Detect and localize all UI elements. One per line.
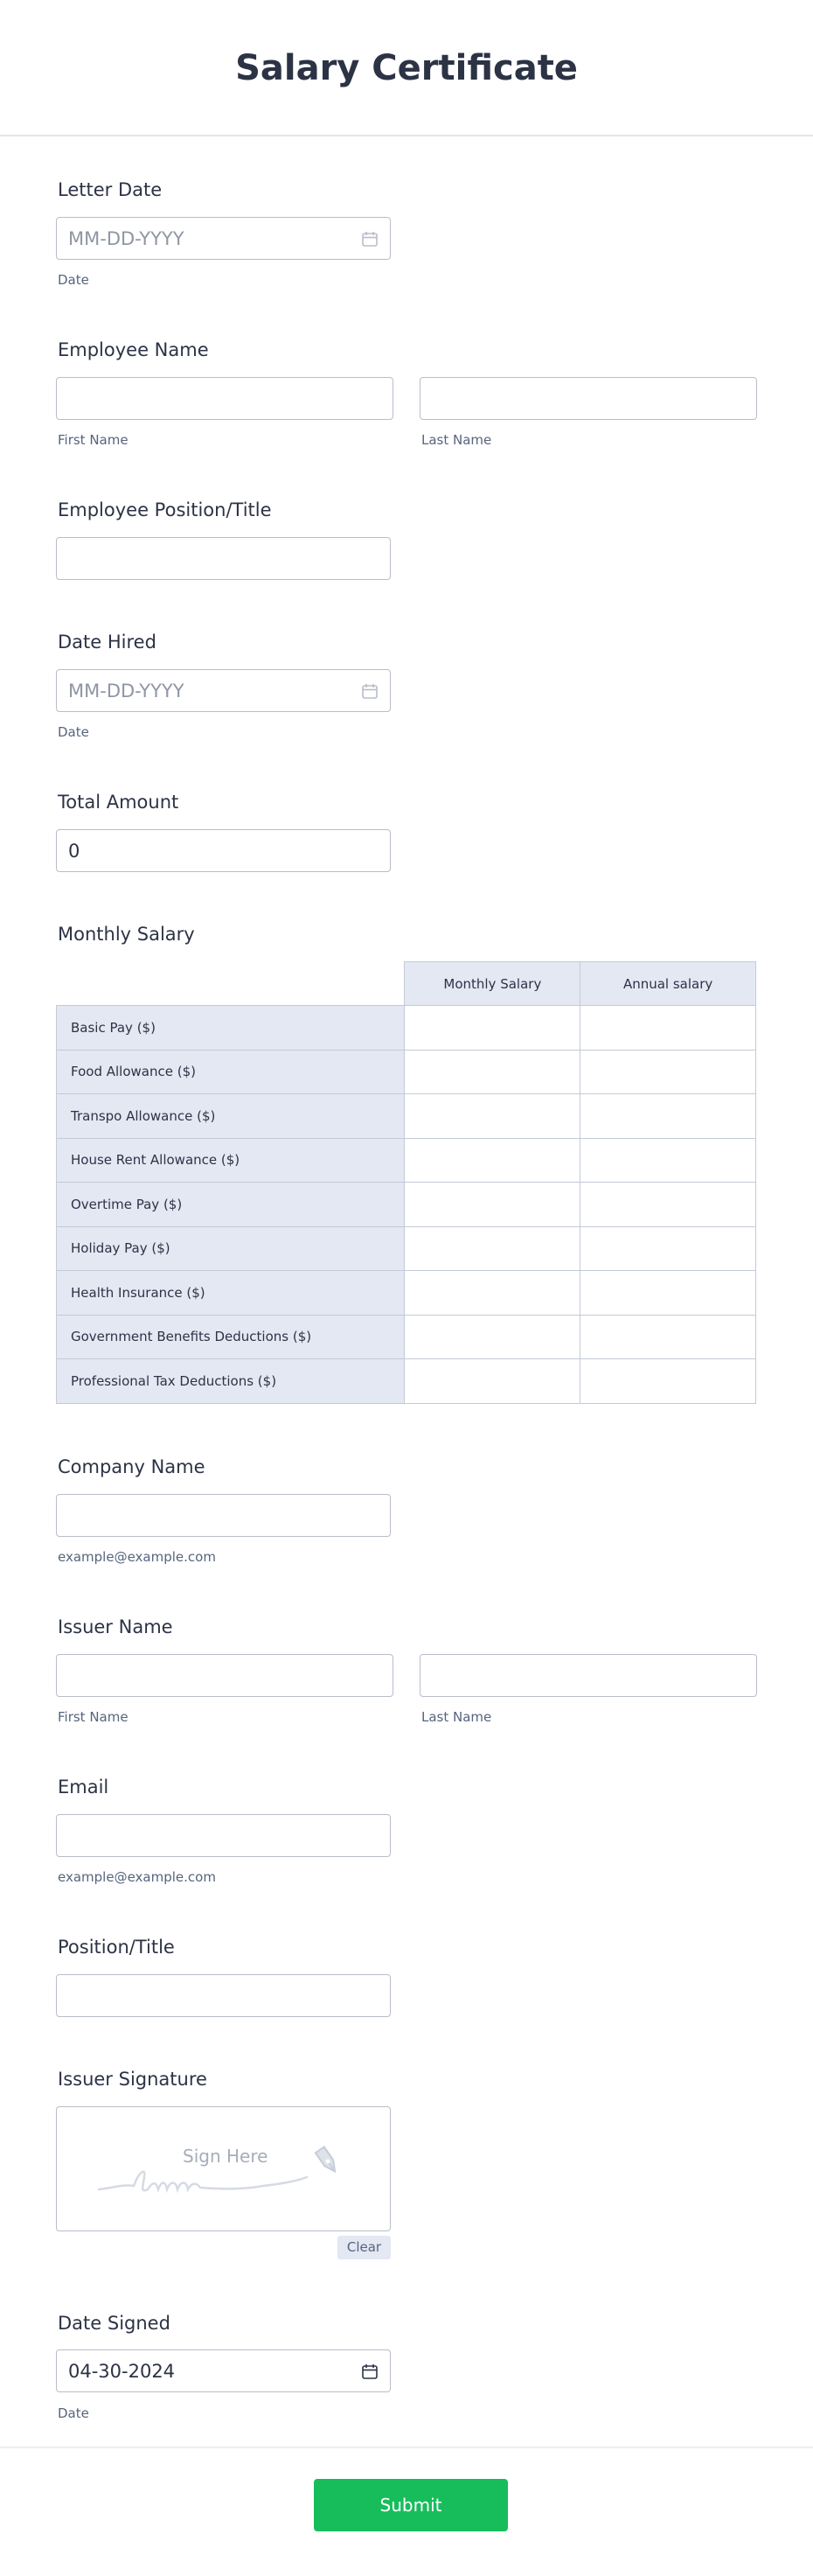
matrix-row-label: Government Benefits Deductions ($) xyxy=(57,1315,405,1359)
position-label: Position/Title xyxy=(58,1937,175,1958)
email-input[interactable] xyxy=(56,1814,391,1857)
date-signed-input[interactable] xyxy=(56,2349,391,2392)
employee-last-name-sublabel: Last Name xyxy=(421,432,492,448)
matrix-row-label: Professional Tax Deductions ($) xyxy=(57,1359,405,1404)
issuer-first-name-sublabel: First Name xyxy=(58,1709,129,1725)
matrix-row xyxy=(57,1094,756,1139)
monthly-salary-label: Monthly Salary xyxy=(58,924,195,945)
matrix-cell-input[interactable] xyxy=(405,1050,580,1094)
matrix-cell-input[interactable] xyxy=(405,1183,580,1227)
matrix-cell-input[interactable] xyxy=(580,1006,756,1051)
matrix-cell-input[interactable] xyxy=(580,1094,756,1139)
employee-first-name-input[interactable] xyxy=(56,377,393,420)
total-amount-value: 0 xyxy=(68,841,80,862)
calendar-icon[interactable] xyxy=(361,230,379,248)
matrix-cell-input[interactable] xyxy=(580,1359,756,1404)
total-amount-input[interactable] xyxy=(56,829,391,872)
matrix-row xyxy=(57,1271,756,1316)
email-label: Email xyxy=(58,1777,109,1798)
date-hired-placeholder: MM-DD-YYYY xyxy=(68,681,184,702)
matrix-cell-input[interactable] xyxy=(405,1138,580,1183)
matrix-cell-input[interactable] xyxy=(405,1359,580,1404)
matrix-cell-input[interactable] xyxy=(405,1315,580,1359)
matrix-column-header: Monthly Salary xyxy=(405,962,580,1006)
date-signed-sublabel: Date xyxy=(58,2405,89,2421)
matrix-row-label: Health Insurance ($) xyxy=(57,1271,405,1316)
matrix-row xyxy=(57,1359,756,1404)
matrix-cell-input[interactable] xyxy=(405,1226,580,1271)
form-title: Salary Certificate xyxy=(235,48,578,88)
matrix-column-header: Annual salary xyxy=(580,962,756,1006)
matrix-cell-input[interactable] xyxy=(580,1271,756,1316)
matrix-row-label: Overtime Pay ($) xyxy=(57,1183,405,1227)
matrix-cell-input[interactable] xyxy=(405,1006,580,1051)
issuer-first-name-input[interactable] xyxy=(56,1654,393,1697)
company-name-input[interactable] xyxy=(56,1494,391,1537)
matrix-corner xyxy=(57,962,405,1006)
matrix-cell-input[interactable] xyxy=(580,1315,756,1359)
date-signed-value: 04-30-2024 xyxy=(68,2361,176,2382)
total-amount-label: Total Amount xyxy=(58,792,179,813)
date-hired-label: Date Hired xyxy=(58,632,156,653)
date-hired-sublabel: Date xyxy=(58,724,89,740)
matrix-cell-input[interactable] xyxy=(405,1094,580,1139)
employee-name-label: Employee Name xyxy=(58,339,209,360)
matrix-row-label: Transpo Allowance ($) xyxy=(57,1094,405,1139)
letter-date-input[interactable] xyxy=(56,217,391,260)
matrix-row xyxy=(57,1006,756,1051)
letter-date-sublabel: Date xyxy=(58,272,89,288)
letter-date-placeholder: MM-DD-YYYY xyxy=(68,228,184,249)
date-hired-input[interactable] xyxy=(56,669,391,712)
matrix-row xyxy=(57,1315,756,1359)
clear-signature-button[interactable]: Clear xyxy=(337,2236,391,2259)
position-input[interactable] xyxy=(56,1974,391,2017)
matrix-cell-input[interactable] xyxy=(580,1138,756,1183)
email-sublabel: example@example.com xyxy=(58,1869,216,1885)
matrix-row-label: Food Allowance ($) xyxy=(57,1050,405,1094)
signature-pad[interactable] xyxy=(56,2106,391,2231)
letter-date-label: Letter Date xyxy=(58,179,163,200)
matrix-header-row xyxy=(57,962,756,1006)
issuer-name-label: Issuer Name xyxy=(58,1616,173,1637)
pen-icon xyxy=(309,2142,347,2181)
matrix-cell-input[interactable] xyxy=(405,1271,580,1316)
matrix-cell-input[interactable] xyxy=(580,1226,756,1271)
company-name-label: Company Name xyxy=(58,1456,205,1477)
matrix-row-label: Holiday Pay ($) xyxy=(57,1226,405,1271)
issuer-signature-label: Issuer Signature xyxy=(58,2069,207,2090)
employee-position-input[interactable] xyxy=(56,537,391,580)
matrix-row xyxy=(57,1138,756,1183)
company-name-sublabel: example@example.com xyxy=(58,1549,216,1565)
calendar-icon[interactable] xyxy=(361,2363,379,2380)
employee-last-name-input[interactable] xyxy=(420,377,757,420)
matrix-cell-input[interactable] xyxy=(580,1183,756,1227)
matrix-row-label: Basic Pay ($) xyxy=(57,1006,405,1051)
footer-divider xyxy=(0,2447,813,2448)
matrix-row-label: House Rent Allowance ($) xyxy=(57,1138,405,1183)
matrix-cell-input[interactable] xyxy=(580,1050,756,1094)
matrix-row xyxy=(57,1226,756,1271)
issuer-last-name-sublabel: Last Name xyxy=(421,1709,492,1725)
employee-first-name-sublabel: First Name xyxy=(58,432,129,448)
form-header xyxy=(0,0,813,136)
submit-button[interactable]: Submit xyxy=(314,2479,508,2531)
salary-matrix xyxy=(56,961,756,1404)
matrix-row xyxy=(57,1183,756,1227)
calendar-icon[interactable] xyxy=(361,682,379,700)
date-signed-label: Date Signed xyxy=(58,2313,170,2334)
employee-position-label: Employee Position/Title xyxy=(58,499,272,520)
matrix-row xyxy=(57,1050,756,1094)
issuer-last-name-input[interactable] xyxy=(420,1654,757,1697)
signature-placeholder: Sign Here xyxy=(183,2146,268,2167)
